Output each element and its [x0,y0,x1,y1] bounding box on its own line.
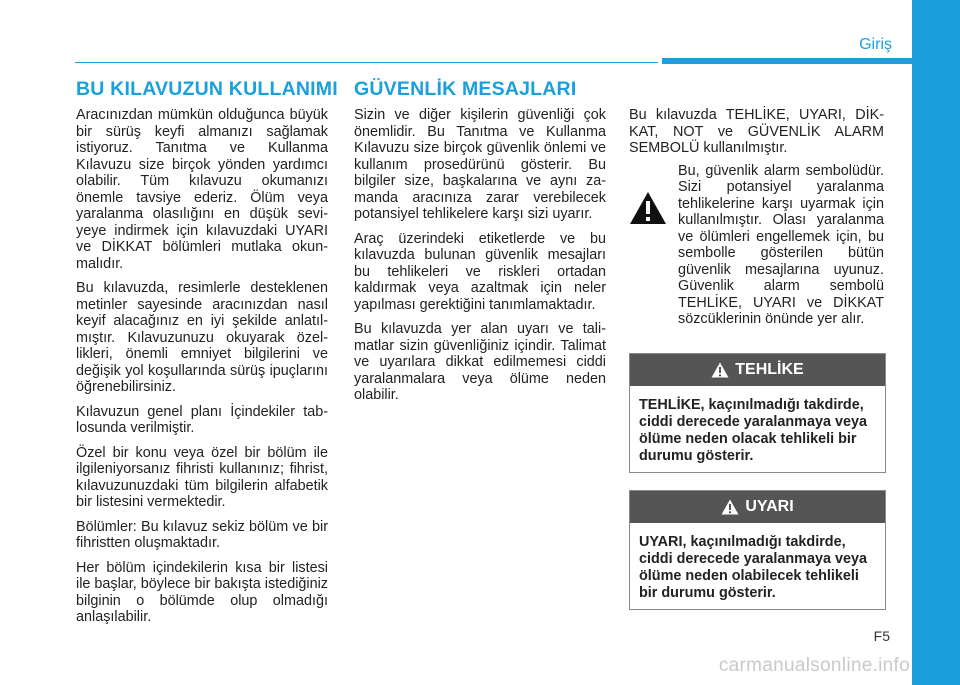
watermark: carmanualsonline.info [718,655,910,676]
danger-box-header [630,354,885,386]
warning-triangle-icon [629,191,667,225]
header-rule-accent [662,58,912,64]
warning-box-title: UYARI [745,498,794,515]
paragraph: Bu kılavuzda, resimlerle desteklenen metinler sayesinde aracınızdan nasıl keyif alacağınız en iyi şekilde anlatılmıştır. Kılavuzunuzu okuyarak özellikleri, önemli emniyet bilgilerini ve değişik yol koşullarında sürüş ipuçlarını öğrenebilirsiniz. [76,280,328,395]
warning-box-header [630,491,885,523]
column-symbols [629,107,884,347]
paragraph: Sizin ve diğer kişilerin güvenliği çok önemlidir. Bu Tanıtma ve Kullanma Kılavuzu size birçok güvenlik önlemi ve kullanım prosedürünü gösterir. Bu bilgiler size, başkalarına ve aynı zamanda aracınıza zarar verebilecek potansiyel tehlikelere karşı sizi uyarır. [354,107,606,222]
column-safety-messages [354,107,606,412]
side-color-strip [912,0,960,685]
paragraph: Aracınızdan mümkün olduğunca büyük bir sürüş keyfi almanızı sağlamak istiyoruz. Tanıtma ve Kullanma Kılavuzu size birçok yönden yardımcı olabilir. Tüm kılavuzu okumanızı önemle tavsiye ederiz. Ölüm veya yaralanma olasılığını en düşük seviyeye indirmek için kılavuzdaki UYARI ve DİKKAT bölümleri mutlaka okunmalıdır. [76,107,328,272]
header-rule [75,62,658,63]
column-manual-usage [76,107,328,634]
heading-safety-messages: GÜVENLİK MESAJLARI [354,78,577,100]
warning-box-text: UYARI, kaçınılmadığı takdirde, ciddi derecede yaralanmaya veya ölüme neden olabilecek tehlikeli bir durumu gösterir. [639,534,867,601]
danger-box-text: TEHLİKE, kaçınılmadığı takdirde, ciddi derecede yaralanmaya veya ölüme neden olacak tehlikeli bir durumu gösterir. [639,397,867,464]
danger-box [629,353,886,473]
paragraph: Özel bir konu veya özel bir bölüm ile ilgileniyorsanız fihristi kullanınız; fihrist, kılavuzunuzdaki tüm bilgilerin alfabetik bir listesini vermektedir. [76,444,328,510]
paragraph: Bu kılavuzda yer alan uyarı ve talimatlar sizin güvenliğiniz içindir. Talimat ve uyarılara dikkat edilmemesi ciddi yaralanmalara veya ölüme neden olabilir. [354,321,606,403]
symbols-intro: Bu kılavuzda TEHLİKE, UYARI, DİKKAT, NOT ve GÜVENLİK ALARM SEMBOLÜ kullanılmıştır. [629,107,884,156]
danger-box-title: TEHLİKE [735,361,804,378]
warning-triangle-icon [721,499,739,515]
heading-manual-usage: BU KILAVUZUN KULLANIMI [76,78,338,100]
warning-box [629,490,886,610]
warning-triangle-icon [711,362,729,378]
paragraph: Her bölüm içindekilerin kısa bir listesi ile başlar, böylece bir bakışta istediğiniz bilginin o bölümde olup olmadığı anlaşılabilir. [76,559,328,625]
paragraph: Bölümler: Bu kılavuz sekiz bölüm ve bir fihristten oluşmaktadır. [76,518,328,551]
page-number: F5 [873,628,890,644]
paragraph: Kılavuzun genel planı İçindekiler tablosunda verilmiştir. [76,403,328,436]
section-title: Giriş [859,36,892,53]
safety-symbol-row [629,163,884,347]
symbol-description: Bu, güvenlik alarm sembolüdür. Sizi potansiyel yaralanma tehlikelerine karşı uyarmak için kullanılmıştır. Olası yaralanma ve ölümleri engellemek için, bu sembolle gösterilen bütün güvenlik mesajlarına uyunuz. Güvenlik alarm sembolü TEHLİKE, UYARI ve DİKKAT sözcüklerinin önünde yer alır. [678,162,884,327]
paragraph: Araç üzerindeki etiketlerde ve bu kılavuzda bulunan güvenlik mesajları bu tehlikeleri ve riskleri ortadan kaldırmak veya azaltmak için neler yapılması gerektiğini tanımlamaktadır. [354,230,606,313]
